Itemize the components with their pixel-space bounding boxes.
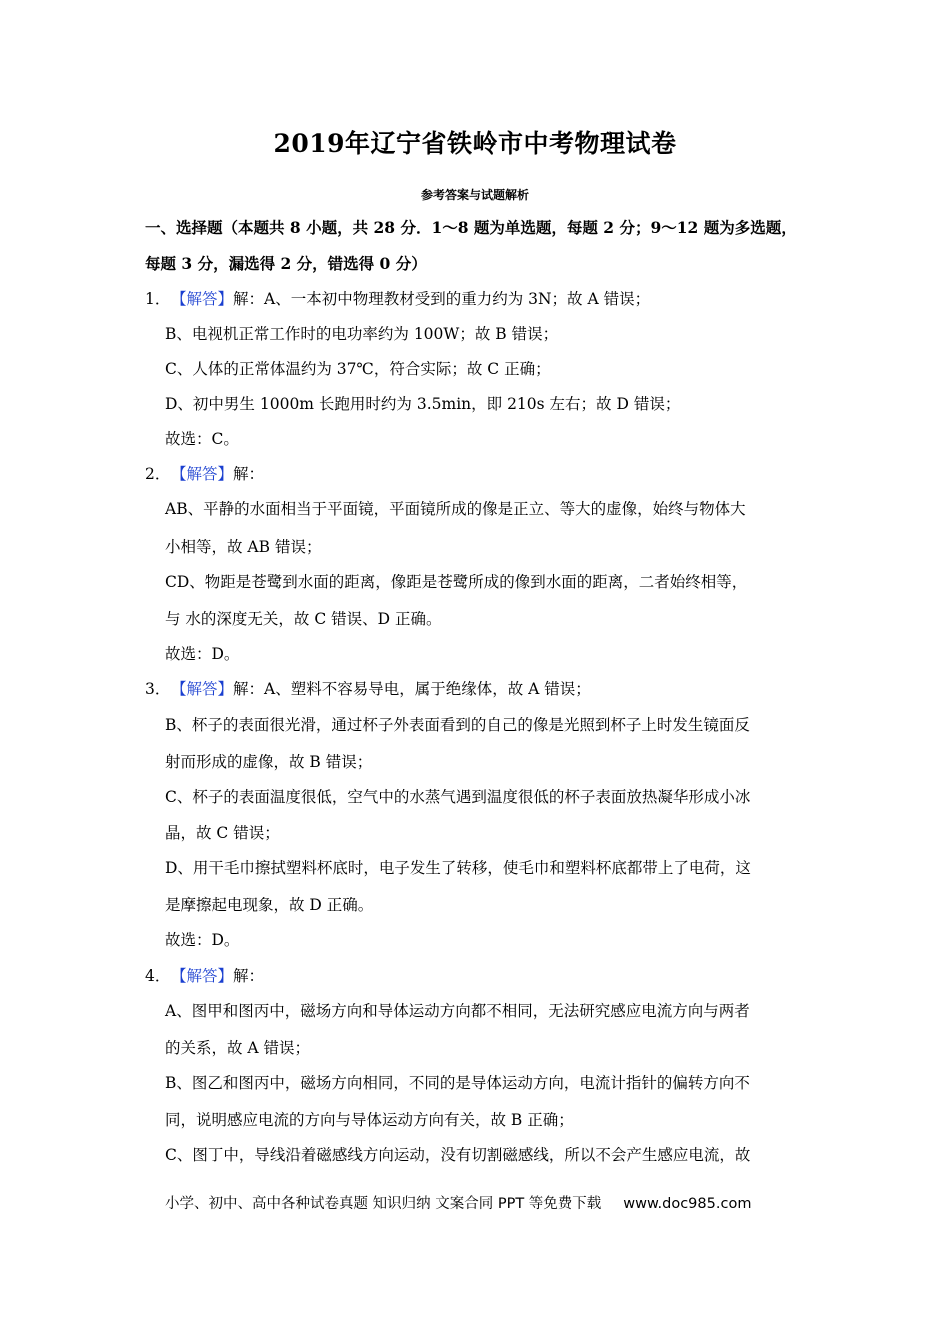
footer-text: 小学、初中、高中各种试卷真题 知识归纳 文案合同 PPT 等免费下载 bbox=[165, 1196, 602, 1212]
page-footer bbox=[165, 1192, 751, 1213]
answer-line: C、图丁中，导线沿着磁感线方向运动，没有切割磁感线，所以不会产生感应电流，故 bbox=[165, 1146, 751, 1164]
page-subtitle: 参考答案与试题解析 bbox=[420, 188, 529, 202]
footer-url[interactable]: www.doc985.com bbox=[623, 1196, 752, 1212]
question-number: 1． bbox=[145, 290, 171, 308]
answer-tag: 【解答】 bbox=[171, 680, 234, 698]
answer-line: B、电视机正常工作时的电功率约为 100W；故 B 错误； bbox=[165, 325, 559, 343]
page-title: 2019年辽宁省铁岭市中考物理试卷 bbox=[273, 129, 677, 158]
answer-line: 与 水的深度无关，故 C 错误、D 正确。 bbox=[165, 610, 442, 628]
answer-line: 故选：C。 bbox=[165, 430, 239, 448]
answer-line: A、图甲和图丙中，磁场方向和导体运动方向都不相同，无法研究感应电流方向与两者 bbox=[165, 1002, 750, 1020]
question-4-head bbox=[145, 966, 264, 986]
answer-line: 小相等，故 AB 错误； bbox=[165, 538, 322, 556]
answer-line: CD、物距是苍鹭到水面的距离，像距是苍鹭所成的像到水面的距离，二者始终相等， bbox=[165, 573, 748, 591]
question-1-head bbox=[145, 289, 650, 309]
answer-line: 射而形成的虚像，故 B 错误； bbox=[165, 753, 373, 771]
answer-line: 的关系，故 A 错误； bbox=[165, 1039, 311, 1057]
section-heading-line-1: 一、选择题（本题共 8 小题，共 28 分．1～8 题为单选题，每题 2 分；9～12 题为多选题， bbox=[145, 218, 797, 237]
answer-line: 同，说明感应电流的方向与导体运动方向有关，故 B 正确； bbox=[165, 1111, 574, 1129]
question-2-head bbox=[145, 464, 264, 484]
answer-line: 是摩擦起电现象，故 D 正确。 bbox=[165, 896, 374, 914]
question-text: 解：A、塑料不容易导电，属于绝缘体，故 A 错误； bbox=[233, 680, 591, 698]
question-number: 3． bbox=[145, 680, 171, 698]
question-number: 4． bbox=[145, 967, 171, 985]
answer-line: D、用干毛巾擦拭塑料杯底时，电子发生了转移，使毛巾和塑料杯底都带上了电荷，这 bbox=[165, 859, 751, 877]
answer-line: C、杯子的表面温度很低，空气中的水蒸气遇到温度很低的杯子表面放热凝华形成小冰 bbox=[165, 788, 751, 806]
answer-line: B、图乙和图丙中，磁场方向相同，不同的是导体运动方向，电流计指针的偏转方向不 bbox=[165, 1074, 750, 1092]
answer-line: 故选：D。 bbox=[165, 931, 240, 949]
answer-tag: 【解答】 bbox=[171, 967, 234, 985]
answer-line: B、杯子的表面很光滑，通过杯子外表面看到的自己的像是光照到杯子上时发生镜面反 bbox=[165, 716, 750, 734]
question-text: 解： bbox=[233, 465, 265, 483]
question-3-head bbox=[145, 679, 591, 699]
section-heading-line-2: 每题 3 分，漏选得 2 分，错选得 0 分） bbox=[145, 254, 427, 273]
answer-tag: 【解答】 bbox=[171, 290, 234, 308]
question-number: 2． bbox=[145, 465, 171, 483]
answer-tag: 【解答】 bbox=[171, 465, 234, 483]
question-text: 解： bbox=[233, 967, 265, 985]
question-text: 解：A、一本初中物理教材受到的重力约为 3N；故 A 错误； bbox=[233, 290, 651, 308]
answer-line: D、初中男生 1000m 长跑用时约为 3.5min，即 210s 左右；故 D 错误； bbox=[165, 395, 681, 413]
answer-line: C、人体的正常体温约为 37℃，符合实际；故 C 正确； bbox=[165, 360, 551, 378]
answer-line: 晶，故 C 错误； bbox=[165, 824, 280, 842]
answer-line: AB、平静的水面相当于平面镜，平面镜所成的像是正立、等大的虚像，始终与物体大 bbox=[165, 500, 746, 518]
answer-line: 故选：D。 bbox=[165, 645, 240, 663]
